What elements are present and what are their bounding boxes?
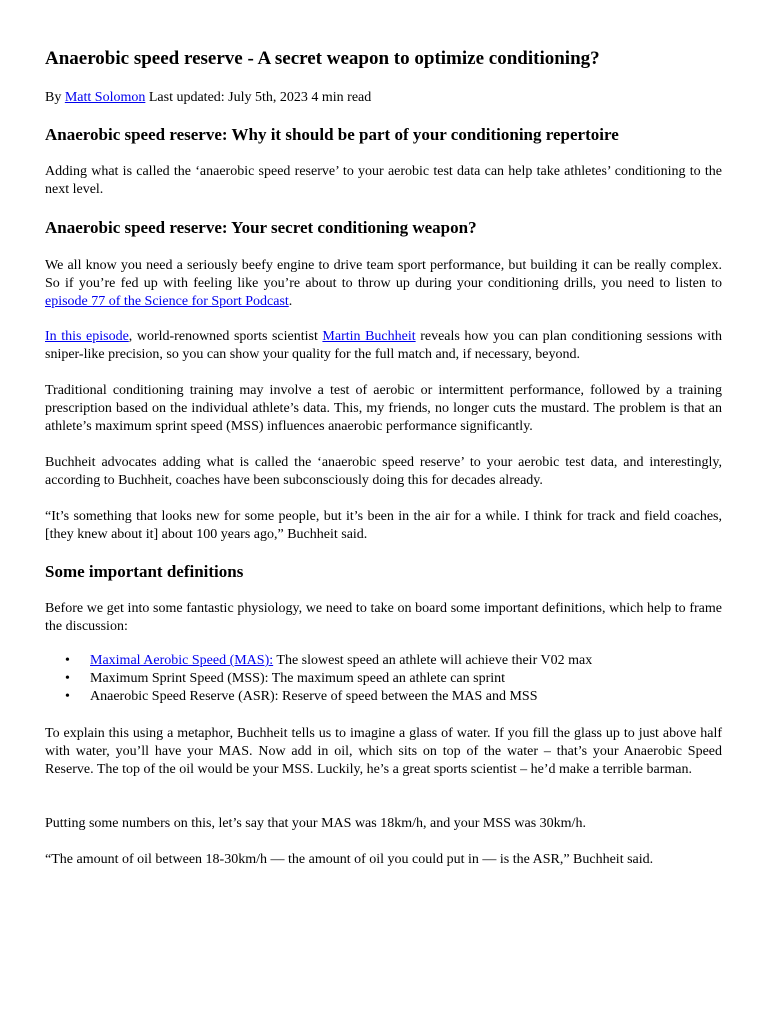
paragraph-engine xyxy=(45,257,722,311)
martin-buchheit-link[interactable]: Martin Buchheit xyxy=(322,329,416,344)
paragraph-numbers: Putting some numbers on this, let’s say that your MAS was 18km/h, and your MSS was 30km/h. xyxy=(45,816,586,831)
paragraph-definitions-intro: Before we get into some fantastic physiology, we need to take on board some important definitions, which help to frame the discussion: xyxy=(45,601,722,634)
engine-text: We all know you need a seriously beefy engine to drive team sport performance, but building it can be really complex. So if you’re fed up with feeling like you’re about to throw up during your conditioning drills, you need to listen to xyxy=(45,258,722,291)
list-item-asr xyxy=(45,688,722,706)
paragraph-oil-quote: “The amount of oil between 18-30km/h — the amount of oil you could put in — is the ASR,” Buchheit said. xyxy=(45,852,654,867)
heading-secret-weapon: Anaerobic speed reserve: Your secret conditioning weapon? xyxy=(45,218,477,237)
in-this-episode-link[interactable]: In this episode xyxy=(45,329,129,344)
paragraph-traditional: Traditional conditioning training may involve a test of aerobic or intermittent performance, followed by a training prescription based on the individual athlete’s data. This, my friends, no longer cuts the mustard. The problem is that an athlete’s maximum sprint speed (MSS) influences anaerobic performance significantly. xyxy=(45,383,722,434)
list-item-mss xyxy=(45,670,722,688)
byline xyxy=(45,89,722,107)
author-link[interactable]: Matt Solomon xyxy=(64,90,146,105)
paragraph-advocates: Buchheit advocates adding what is called the ‘anaerobic speed reserve’ to your aerobic test data, and interestingly, according to Buchheit, coaches have been subconsciously doing this for decades already. xyxy=(45,455,722,488)
bullet: • xyxy=(65,671,70,686)
bullet: • xyxy=(65,653,70,668)
byline-by: By xyxy=(45,90,62,105)
podcast-episode-link[interactable]: episode 77 of the Science for Sport Podcast xyxy=(45,294,289,309)
list-item-mas xyxy=(45,652,722,670)
definitions-list xyxy=(45,652,722,706)
page-title: Anaerobic speed reserve - A secret weapon to optimize conditioning? xyxy=(45,48,600,69)
mas-link[interactable]: Maximal Aerobic Speed (MAS): xyxy=(90,653,274,668)
mss-text: Maximum Sprint Speed (MSS): The maximum speed an athlete can sprint xyxy=(90,671,506,686)
asr-text: Anaerobic Speed Reserve (ASR): Reserve of speed between the MAS and MSS xyxy=(90,689,538,704)
engine-end: . xyxy=(288,294,293,309)
heading-definitions: Some important definitions xyxy=(45,562,244,581)
paragraph-quote: “It’s something that looks new for some people, but it’s been in the air for a while. I think for track and field coaches, [they knew about it] about 100 years ago,” Buchheit said. xyxy=(45,509,722,542)
bullet: • xyxy=(65,689,70,704)
episode-mid: , world-renowned sports scientist xyxy=(128,329,323,344)
paragraph-episode xyxy=(45,328,722,364)
byline-updated: Last updated: July 5th, 2023 4 min read xyxy=(148,90,372,105)
episode-end: reveals how you can plan conditioning sessions with sniper-like precision, so you can show your quality for the full match and, if necessary, beyond. xyxy=(45,329,723,362)
paragraph-intro: Adding what is called the ‘anaerobic speed reserve’ to your aerobic test data can help take athletes’ conditioning to the next level. xyxy=(45,164,722,197)
heading-why: Anaerobic speed reserve: Why it should be part of your conditioning repertoire xyxy=(45,125,619,144)
paragraph-metaphor: To explain this using a metaphor, Buchheit tells us to imagine a glass of water. If you fill the glass up to just above half with water, you’ll have your MAS. Now add in oil, which sits on top of the water – that’s your Anaerobic Speed Reserve. The top of the oil would be your MSS. Luckily, he’s a great sports scientist – he’d make a terrible barman. xyxy=(45,726,722,777)
mas-text: The slowest speed an athlete will achieve their V02 max xyxy=(273,653,593,668)
